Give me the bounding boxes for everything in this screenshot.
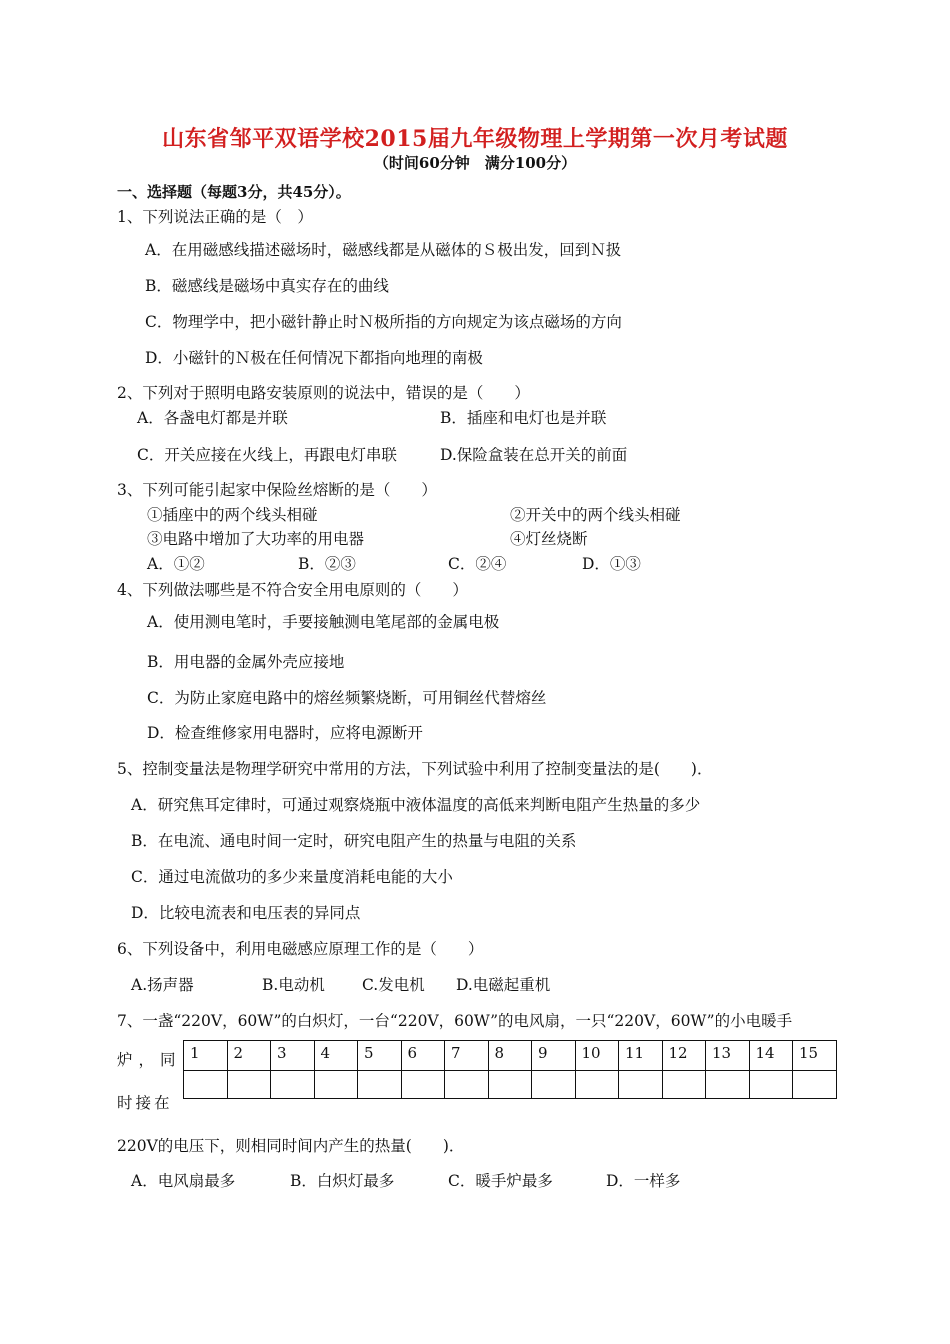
answer-grid-blank-row: [184, 1071, 837, 1099]
question-4-option-a: A．使用测电笔时，手要接触测电笔尾部的金属电极: [147, 613, 500, 631]
answer-blank-cell: [401, 1071, 445, 1099]
answer-number-cell: 7: [445, 1041, 489, 1071]
question-4-option-b: B．用电器的金属外壳应接地: [147, 653, 345, 671]
question-1-stem: 1、下列说法正确的是（ ）: [117, 208, 313, 226]
question-6-option-c: C.发电机: [362, 976, 425, 994]
question-4-stem: 4、下列做法哪些是不符合安全用电原则的（ ）: [117, 581, 468, 599]
answer-blank-cell: [662, 1071, 706, 1099]
question-3-option-d: D．①③: [582, 555, 641, 573]
answer-blank-cell: [358, 1071, 402, 1099]
answer-number-cell: 15: [793, 1041, 837, 1071]
answer-grid: [183, 1040, 837, 1099]
answer-number-cell: 1: [184, 1041, 228, 1071]
answer-blank-cell: [532, 1071, 576, 1099]
question-2-option-c: C．开关应接在火线上，再跟电灯串联: [137, 446, 397, 464]
question-1-option-a: A．在用磁感线描述磁场时，磁感线都是从磁体的Ｓ极出发，回到Ｎ扱: [145, 241, 622, 259]
answer-number-cell: 9: [532, 1041, 576, 1071]
answer-blank-cell: [793, 1071, 837, 1099]
answer-number-cell: 3: [271, 1041, 315, 1071]
question-1-option-b: B．磁感线是磁场中真实存在的曲线: [145, 277, 389, 295]
question-7-option-c: C．暖手炉最多: [448, 1172, 553, 1190]
question-5-option-a: A．研究焦耳定律时，可通过观察烧瓶中液体温度的高低来判断电阻产生热量的多少: [131, 796, 701, 814]
question-6-option-d: D.电磁起重机: [456, 976, 551, 994]
answer-blank-cell: [445, 1071, 489, 1099]
answer-blank-cell: [488, 1071, 532, 1099]
question-3-option-b: B．②③: [298, 555, 356, 573]
question-7-option-a: A．电风扇最多: [131, 1172, 236, 1190]
answer-number-cell: 2: [227, 1041, 271, 1071]
answer-number-cell: 14: [749, 1041, 793, 1071]
answer-number-cell: 12: [662, 1041, 706, 1071]
answer-grid-number-row: [184, 1041, 837, 1071]
question-5-option-b: B．在电流、通电时间一定时，研究电阻产生的热量与电阻的关系: [131, 832, 577, 850]
answer-number-cell: 6: [401, 1041, 445, 1071]
question-3-item-2: ②开关中的两个线头相碰: [510, 506, 681, 524]
question-1-option-c: C．物理学中，把小磁针静止时Ｎ极所指的方向规定为该点磁场的方向: [145, 313, 622, 331]
answer-blank-cell: [749, 1071, 793, 1099]
question-2-option-b: B．插座和电灯也是并联: [440, 409, 607, 427]
answer-blank-cell: [706, 1071, 750, 1099]
question-7-stem-fragment-2: 时接在: [117, 1094, 173, 1112]
question-3-item-4: ④灯丝烧断: [510, 530, 588, 548]
answer-number-cell: 11: [619, 1041, 663, 1071]
question-2-stem: 2、下列对于照明电路安装原则的说法中，错误的是（ ）: [117, 384, 530, 402]
answer-number-cell: 5: [358, 1041, 402, 1071]
question-7-option-b: B．白炽灯最多: [290, 1172, 395, 1190]
question-5-option-c: C．通过电流做功的多少来量度消耗电能的大小: [131, 868, 453, 886]
question-4-option-d: D．检查维修家用电器时，应将电源断开: [147, 724, 423, 742]
question-3-stem: 3、下列可能引起家中保险丝熔断的是（ ）: [117, 481, 437, 499]
answer-blank-cell: [271, 1071, 315, 1099]
question-6-stem: 6、下列设备中，利用电磁感应原理工作的是（ ）: [117, 940, 484, 958]
answer-blank-cell: [619, 1071, 663, 1099]
section-heading: 一、选择题（每题3分，共45分）。: [117, 183, 351, 201]
answer-number-cell: 13: [706, 1041, 750, 1071]
exam-subtitle: （时间60分钟 满分100分）: [373, 154, 577, 172]
question-5-option-d: D．比较电流表和电压表的异同点: [131, 904, 361, 922]
answer-blank-cell: [184, 1071, 228, 1099]
question-7-stem-line-3: 220V的电压下，则相同时间内产生的热量( )．: [117, 1137, 465, 1155]
question-2-option-d: D.保险盒装在总开关的前面: [440, 446, 628, 464]
question-4-option-c: C．为防止家庭电路中的熔丝频繁烧断，可用铜丝代替熔丝: [147, 689, 547, 707]
answer-number-cell: 8: [488, 1041, 532, 1071]
answer-blank-cell: [314, 1071, 358, 1099]
exam-title: 山东省邹平双语学校2015届九年级物理上学期第一次月考试题: [162, 126, 788, 152]
question-3-option-c: C．②④: [448, 555, 507, 573]
question-5-stem: 5、控制变量法是物理学研究中常用的方法，下列试验中利用了控制变量法的是( )．: [117, 760, 713, 778]
answer-blank-cell: [227, 1071, 271, 1099]
question-3-item-3: ③电路中增加了大功率的用电器: [147, 530, 365, 548]
answer-number-cell: 4: [314, 1041, 358, 1071]
answer-blank-cell: [575, 1071, 619, 1099]
question-6-option-b: B.电动机: [262, 976, 325, 994]
question-2-option-a: A．各盏电灯都是并联: [137, 409, 288, 427]
question-6-option-a: A.扬声器: [131, 976, 194, 994]
question-7-stem-line-1: 7、一盏“220V，60W”的白炽灯，一台“220V，60W”的电风扇，一只“220V，60W”的小电暖手: [117, 1012, 793, 1030]
question-3-item-1: ①插座中的两个线头相碰: [147, 506, 318, 524]
answer-number-cell: 10: [575, 1041, 619, 1071]
question-1-option-d: D．小磁针的Ｎ极在任何情况下都指向地理的南极: [145, 349, 483, 367]
question-7-option-d: D．一样多: [606, 1172, 681, 1190]
question-3-option-a: A．①②: [147, 555, 205, 573]
question-7-stem-fragment-1: 炉，同: [117, 1051, 182, 1069]
